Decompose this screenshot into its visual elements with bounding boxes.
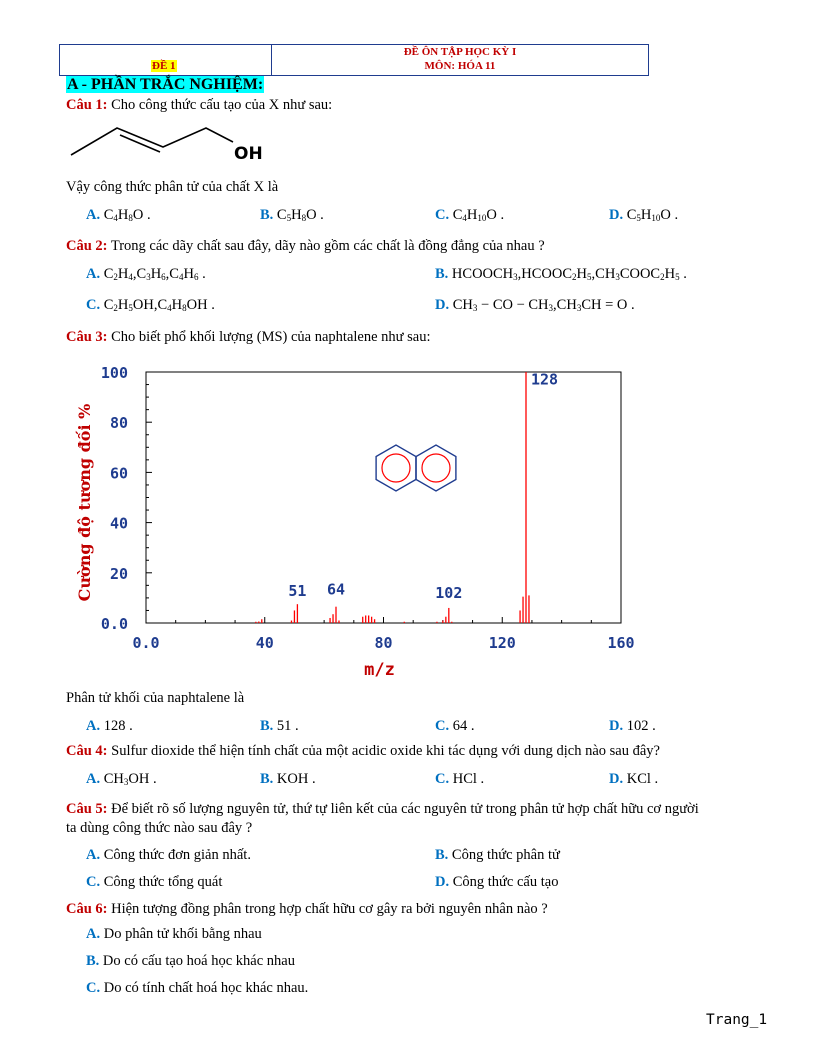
peak-label: 51 [288, 582, 307, 601]
option-a [86, 771, 157, 788]
option-letter: B. [435, 847, 452, 863]
mass-spectrum-chart [66, 358, 656, 683]
option-letter: A. [86, 266, 104, 282]
option-text: Công thức đơn giản nhất. [103, 847, 251, 863]
option-b [260, 771, 316, 788]
aromatic-circle [422, 454, 450, 482]
option-c [435, 207, 504, 224]
option-text: Do phân tử khối bằng nhau [103, 926, 262, 942]
question-text: Để biết rõ số lượng nguyên tử, thứ tự liên kết của các nguyên tử trong phân tử hợp chất hữu cơ người [111, 801, 699, 817]
option-formula: $C_2H_5OH,C_4H_8OH$ . [103, 297, 215, 313]
option-b [260, 718, 299, 735]
question-1 [66, 97, 332, 114]
option-b [260, 207, 324, 224]
question-text: Hiện tượng đồng phân trong hợp chất hữu cơ gây ra bởi nguyên nhân nào ? [111, 901, 548, 917]
y-axis-label: Cường độ tương đối % [75, 403, 94, 602]
option-formula: $CH_3$ − CO − $CH_3,CH_3CH = O$ . [452, 297, 635, 313]
y-tick-label: 80 [109, 414, 128, 433]
aromatic-circle [382, 454, 410, 482]
x-tick-label: 160 [607, 634, 635, 652]
option-text: Công thức tổng quát [103, 874, 223, 890]
hydroxyl-label: OH [234, 144, 263, 164]
section-heading: A - PHẦN TRẮC NGHIỆM: [67, 76, 264, 93]
option-a [86, 847, 251, 864]
option-text: 51 . [276, 718, 299, 734]
option-c [86, 297, 215, 314]
option-letter: C. [86, 874, 104, 890]
y-tick-label: 40 [109, 514, 128, 533]
option-letter: C. [86, 980, 104, 996]
option-formula: $C_4H_{10}O$ . [452, 207, 505, 223]
question-5-text-cont: ta dùng công thức nào sau đây ? [66, 820, 253, 836]
x-tick-label: 80 [374, 634, 393, 652]
exam-subject: MÔN: HÓA 11 [424, 60, 496, 72]
option-a [86, 926, 262, 943]
option-letter: A. [86, 718, 104, 734]
y-tick-label: 100 [100, 364, 128, 382]
option-d [609, 207, 678, 224]
question-3-follow: Phân tử khối của naphtalene là [66, 690, 245, 706]
option-formula: $C_5H_8O$ . [276, 207, 324, 223]
option-letter: A. [86, 926, 104, 942]
option-text: Do có cấu tạo hoá học khác nhau [102, 953, 295, 969]
y-tick-label: 60 [109, 464, 128, 483]
x-tick-label: 40 [255, 634, 274, 652]
option-letter: B. [260, 771, 277, 787]
option-formula: KOH . [276, 771, 316, 787]
option-c [435, 771, 484, 788]
question-text: Cho biết phổ khối lượng (MS) của naphtalene như sau: [111, 329, 431, 345]
option-letter: D. [609, 207, 627, 223]
option-text: Công thức cấu tạo [452, 874, 559, 890]
option-text: Do có tính chất hoá học khác nhau. [103, 980, 309, 996]
option-letter: A. [86, 771, 104, 787]
question-label: Câu 1: [66, 97, 108, 113]
x-tick-label: 0.0 [132, 634, 160, 652]
option-b [435, 266, 687, 283]
peak-label: 102 [435, 583, 463, 602]
option-text: Công thức phân tử [451, 847, 560, 863]
question-label: Câu 4: [66, 743, 108, 759]
question-label: Câu 5: [66, 801, 108, 817]
option-d [609, 771, 658, 788]
peak-label: 128 [531, 370, 559, 389]
option-a [86, 266, 206, 283]
option-b [435, 847, 560, 864]
option-letter: C. [435, 771, 453, 787]
question-text: Trong các dãy chất sau đây, dãy nào gồm các chất là đồng đẳng của nhau ? [110, 238, 545, 254]
option-d [609, 718, 656, 735]
option-formula: KCl . [626, 771, 659, 787]
option-letter: D. [435, 874, 453, 890]
option-a [86, 718, 133, 735]
option-letter: B. [435, 266, 452, 282]
page-number: Trang_1 [706, 1012, 768, 1028]
x-axis-label: m/z [364, 660, 395, 680]
question-label: Câu 3: [66, 329, 108, 345]
option-letter: D. [609, 771, 627, 787]
option-d [435, 297, 635, 314]
option-formula: $HCOOCH_3,HCOOC_2H_5,CH_3COOC_2H_5$ . [451, 266, 687, 282]
question-text: Sulfur dioxide thể hiện tính chất của một acidic oxide khi tác dụng với dung dịch nào sau đây? [111, 743, 660, 759]
option-c [435, 718, 474, 735]
option-c [86, 874, 222, 891]
y-tick-label: 0.0 [100, 615, 128, 633]
question-2 [66, 238, 545, 255]
option-formula: $C_5H_{10}O$ . [626, 207, 679, 223]
question-1-follow: Vậy công thức phân tử của chất X là [66, 179, 279, 195]
question-label: Câu 2: [66, 238, 108, 254]
option-letter: A. [86, 847, 104, 863]
question-label: Câu 6: [66, 901, 108, 917]
question-text: Cho công thức cấu tạo của X như sau: [111, 97, 333, 113]
question-3 [66, 329, 431, 346]
option-letter: B. [260, 718, 277, 734]
option-letter: D. [435, 297, 453, 313]
option-letter: B. [260, 207, 277, 223]
option-letter: C. [435, 718, 453, 734]
exam-title: ĐỀ ÔN TẬP HỌC KỲ I [403, 46, 517, 58]
option-letter: D. [609, 718, 627, 734]
option-text: 102 . [626, 718, 656, 734]
y-tick-label: 20 [109, 564, 128, 583]
question-4 [66, 743, 660, 760]
peak-label: 64 [326, 580, 346, 599]
x-tick-label: 120 [488, 634, 516, 652]
option-text: 64 . [452, 718, 475, 734]
option-letter: C. [435, 207, 453, 223]
question-5 [66, 801, 699, 818]
plot-frame [146, 372, 621, 623]
option-a [86, 207, 151, 224]
option-c [86, 980, 308, 997]
header-table [59, 44, 649, 76]
option-formula: HCl . [452, 771, 485, 787]
option-text: 128 . [103, 718, 133, 734]
option-d [435, 874, 558, 891]
option-letter: C. [86, 297, 104, 313]
option-formula: $CH_3OH$ . [103, 771, 157, 787]
option-b [86, 953, 295, 970]
option-letter: B. [86, 953, 103, 969]
question-6 [66, 901, 548, 918]
option-formula: $C_2H_4,C_3H_6,C_4H_6$ . [103, 266, 206, 282]
exam-code: ĐỀ 1 [152, 60, 176, 72]
option-formula: $C_4H_8O$ . [103, 207, 151, 223]
option-letter: A. [86, 207, 104, 223]
